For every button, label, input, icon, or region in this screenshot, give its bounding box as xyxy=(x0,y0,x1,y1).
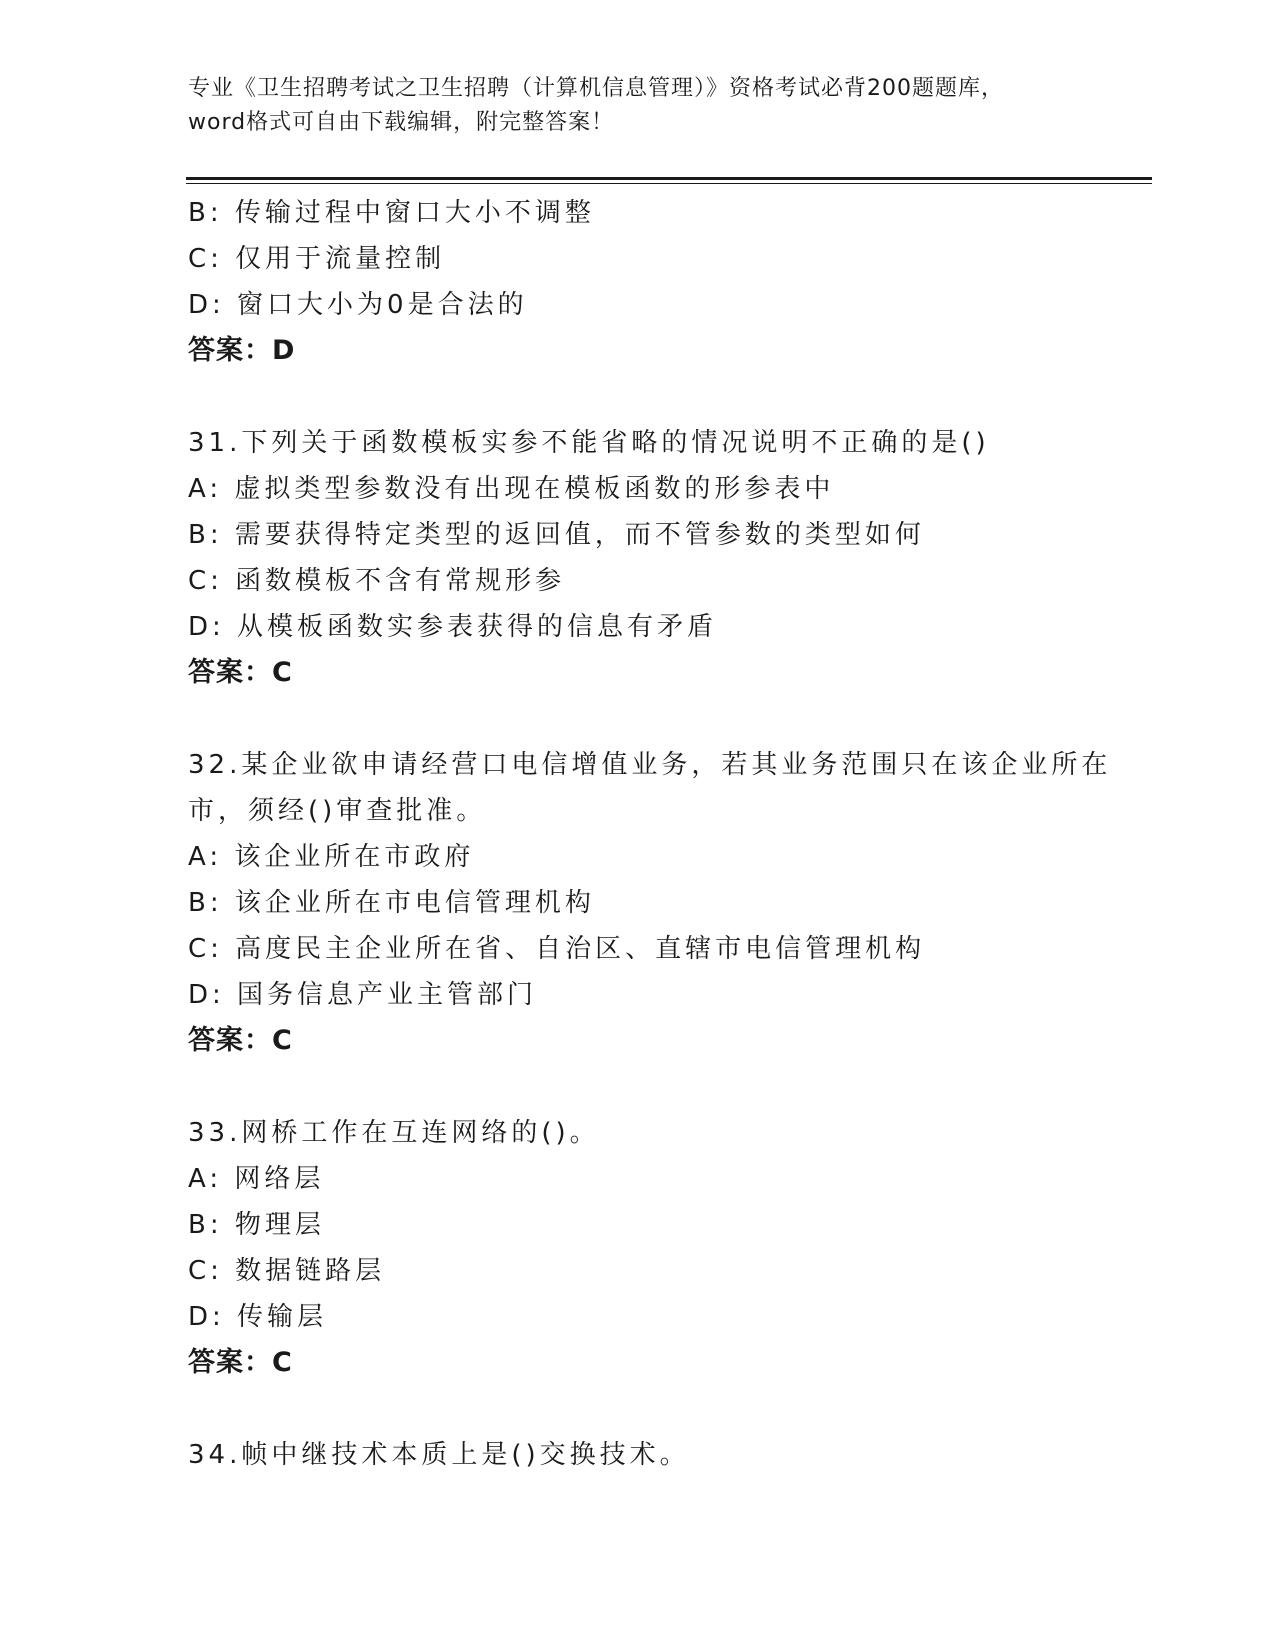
answer-line: 答案：C xyxy=(188,1025,293,1056)
header-rule-thick xyxy=(186,177,1152,180)
question-32 xyxy=(188,742,1112,1064)
spacer xyxy=(188,1064,1088,1110)
question-stem: 31.下列关于函数模板实参不能省略的情况说明不正确的是() xyxy=(188,428,990,458)
question-stem-line-1: 32.某企业欲申请经营口电信增值业务，若其业务范围只在该企业所在 xyxy=(188,750,1112,780)
header-line-2: word格式可自由下载编辑，附完整答案！ xyxy=(188,110,615,135)
spacer xyxy=(188,374,1088,420)
question-30-continued xyxy=(188,190,1088,374)
header-line-1: 专业《卫生招聘考试之卫生招聘（计算机信息管理）》资格考试必背200题题库， xyxy=(188,76,1004,101)
spacer xyxy=(188,1386,1088,1432)
answer-line: 答案：D xyxy=(188,335,296,366)
option-d: D: 窗口大小为0是合法的 xyxy=(188,290,528,320)
header-rule-thin xyxy=(186,183,1152,184)
option-d: D: 传输层 xyxy=(188,1302,328,1332)
option-b: B: 传输过程中窗口大小不调整 xyxy=(188,198,595,228)
question-stem: 33.网桥工作在互连网络的()。 xyxy=(188,1118,600,1148)
question-33 xyxy=(188,1110,1088,1386)
option-d: D: 从模板函数实参表获得的信息有矛盾 xyxy=(188,612,718,642)
answer-line: 答案：C xyxy=(188,657,293,688)
option-c: C: 函数模板不含有常规形参 xyxy=(188,566,566,596)
question-31 xyxy=(188,420,1088,696)
option-b: B: 该企业所在市电信管理机构 xyxy=(188,888,595,918)
question-stem: 34.帧中继技术本质上是()交换技术。 xyxy=(188,1440,690,1470)
question-stem-line-2: 市，须经()审查批准。 xyxy=(188,796,487,826)
document-body xyxy=(188,190,1112,1478)
option-d: D: 国务信息产业主管部门 xyxy=(188,980,538,1010)
document-header xyxy=(188,72,1088,140)
question-34 xyxy=(188,1432,1088,1478)
option-a: A: 虚拟类型参数没有出现在模板函数的形参表中 xyxy=(188,474,835,504)
option-a: A: 该企业所在市政府 xyxy=(188,842,475,872)
spacer xyxy=(188,696,1088,742)
option-c: C: 数据链路层 xyxy=(188,1256,386,1286)
answer-line: 答案：C xyxy=(188,1347,293,1378)
option-a: A: 网络层 xyxy=(188,1164,325,1194)
option-c: C: 高度民主企业所在省、自治区、直辖市电信管理机构 xyxy=(188,934,926,964)
option-b: B: 需要获得特定类型的返回值，而不管参数的类型如何 xyxy=(188,520,925,550)
option-b: B: 物理层 xyxy=(188,1210,325,1240)
option-c: C: 仅用于流量控制 xyxy=(188,244,446,274)
